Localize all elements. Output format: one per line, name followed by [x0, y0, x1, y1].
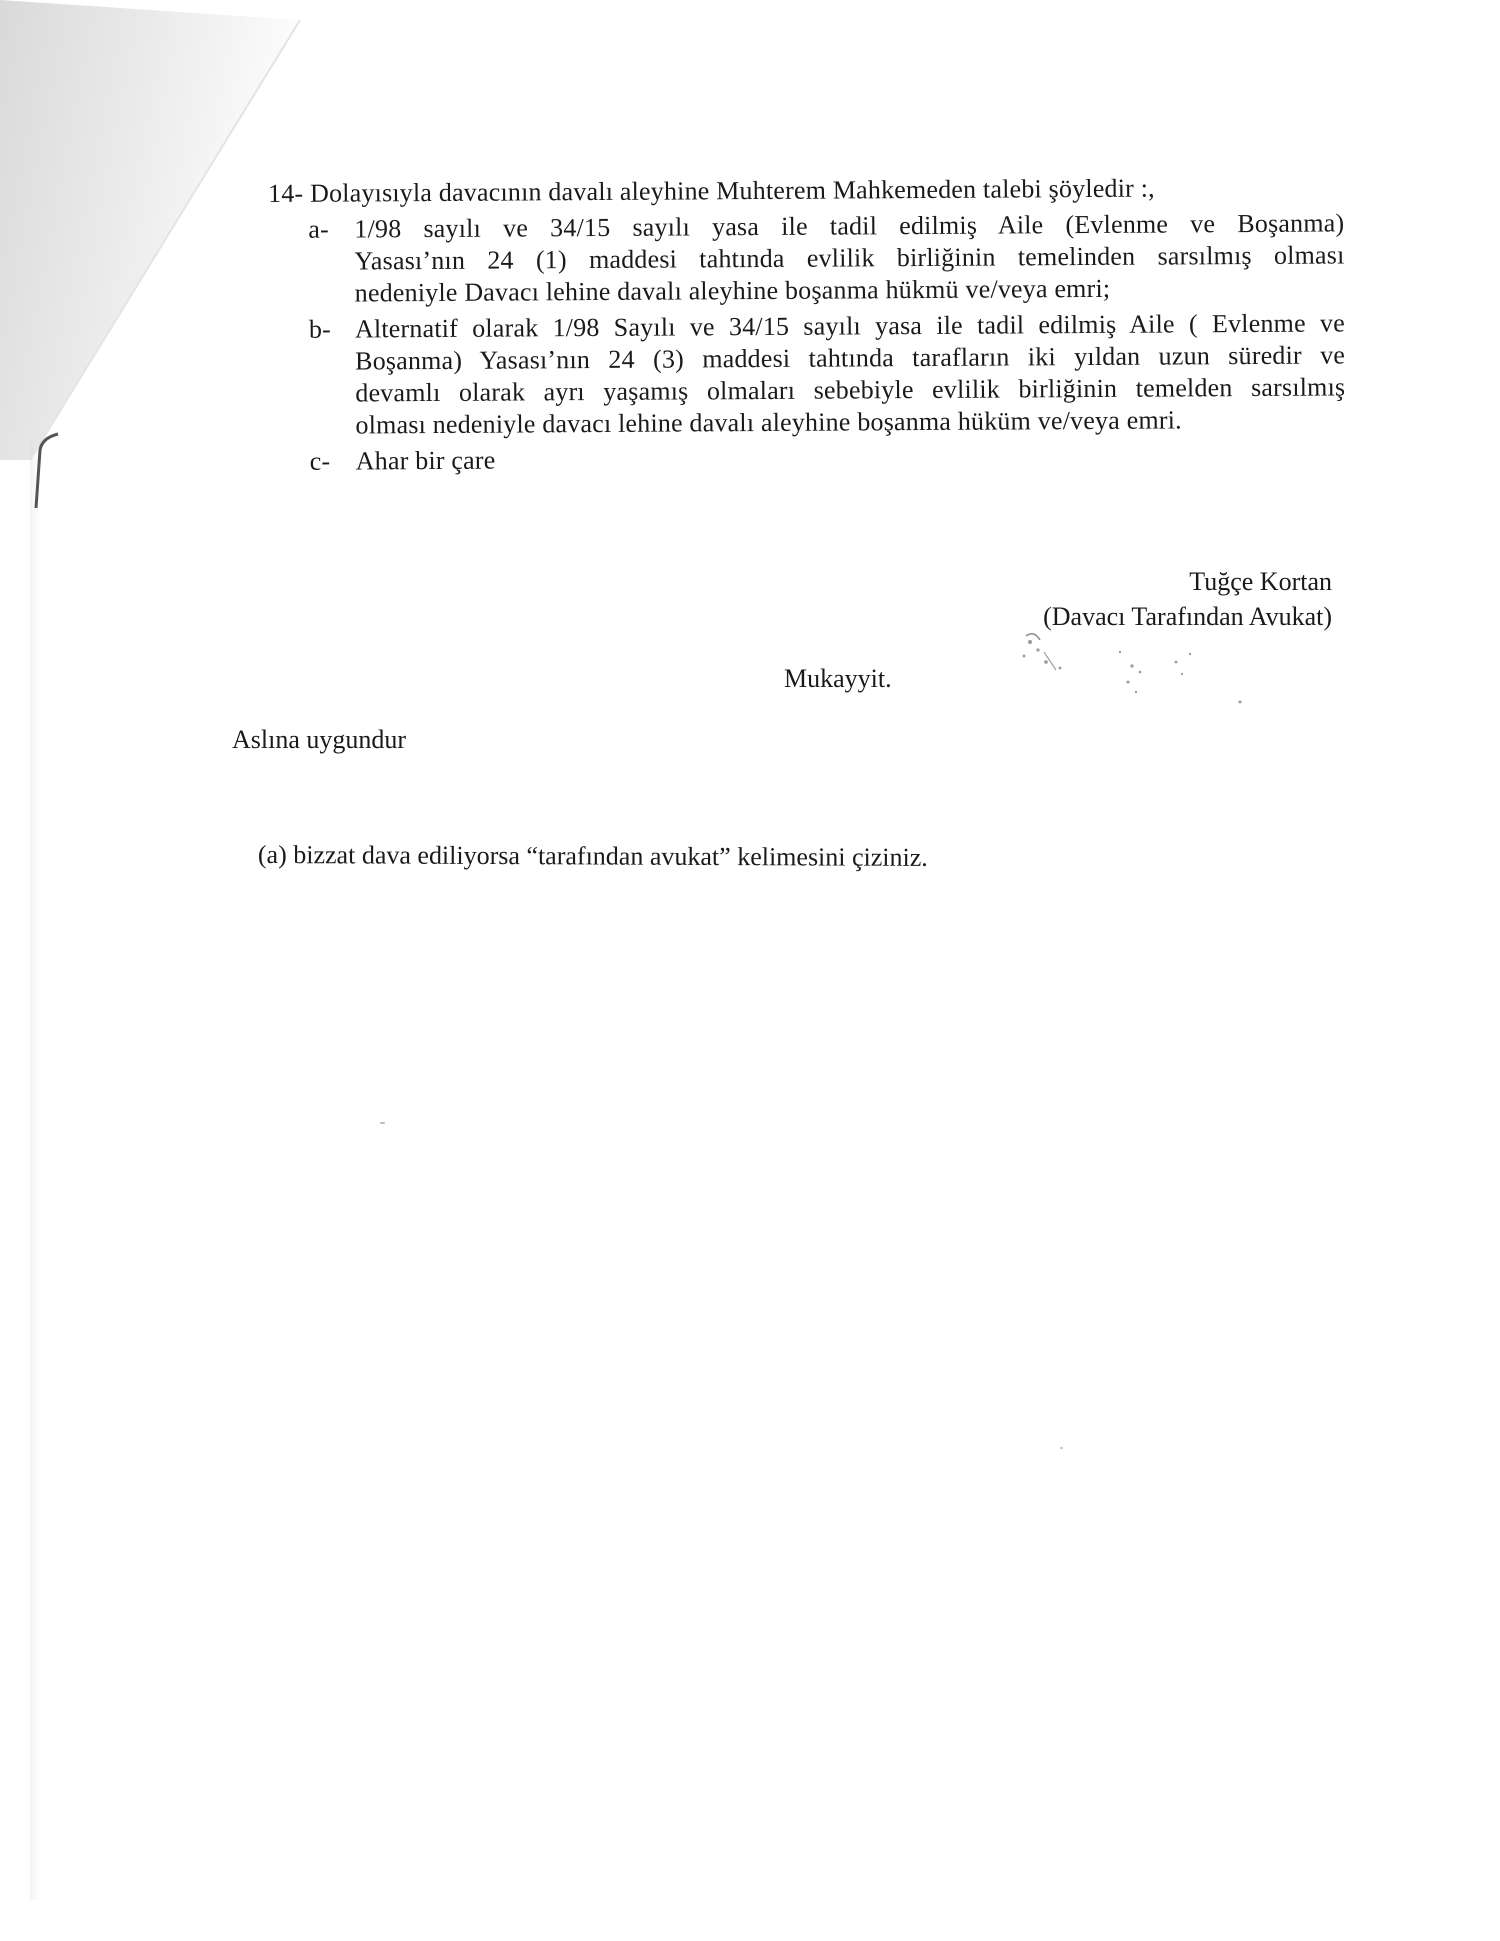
list-item-b-line-4: olması nedeniyle davacı lehine davalı aleyhine boşanma hüküm ve/veya emri. [355, 405, 1182, 440]
scan-speck [380, 1122, 385, 1124]
edge-scan-mark [28, 430, 68, 510]
list-marker-b: b- [308, 314, 332, 344]
faint-stamp-marks [1000, 622, 1280, 722]
list-marker-c: c- [309, 446, 331, 476]
list-item-a-line-1: 1/98 sayılı ve 34/15 sayılı yasa ile tadil edilmiş Aile (Evlenme ve Boşanma) [354, 208, 1345, 244]
list-item-b-line-1: Alternatif olarak 1/98 Sayılı ve 34/15 sayılı yasa ile tadil edilmiş Aile ( Evlenme ve [354, 308, 1345, 344]
list-item-b [269, 307, 1350, 442]
signer-name: Tuğçe Kortan [1189, 567, 1332, 596]
list-item-a-body [354, 207, 1345, 309]
list-item-a-line-3: nedeniyle Davacı lehine davalı aleyhine boşanma hükmü ve/veya emri; [354, 273, 1111, 308]
list-item-c-body [356, 439, 1346, 477]
list-item-c-line-1: Ahar bir çare [355, 445, 496, 476]
page-left-edge-shadow [30, 440, 40, 1900]
paragraph-14 [268, 171, 1350, 478]
list-item-b-line-3: devamlı olarak ayrı yaşamış olmaları sebebiyle evlilik birliğinin temelden sarsılmış [355, 372, 1346, 408]
footnote-a: (a) bizzat dava ediliyorsa “tarafından avukat” kelimesini çiziniz. [257, 840, 928, 872]
list-marker-a: a- [308, 214, 330, 244]
list-item-a [268, 207, 1349, 310]
list-item-b-body [355, 307, 1346, 441]
list-item-c [270, 439, 1350, 478]
paragraph-14-heading: 14- Dolayısıyla davacının davalı aleyhine Muhterem Mahkemeden talebi şöyledir :, [268, 173, 1155, 208]
list-item-a-line-2: Yasası’nın 24 (1) maddesi tahtında evlilik birliğinin temelinden sarsılmış olması [354, 240, 1345, 276]
signer-role: (Davacı Tarafından Avukat) [1043, 602, 1332, 631]
list-item-b-line-2: Boşanma) Yasası’nın 24 (3) maddesi tahtında tarafların iki yıldan uzun süredir ve [355, 340, 1346, 376]
scan-speck [1060, 1447, 1063, 1449]
certified-copy-note: Aslına uygundur [232, 725, 407, 754]
mukayyit-label: Mukayyit. [784, 664, 892, 693]
